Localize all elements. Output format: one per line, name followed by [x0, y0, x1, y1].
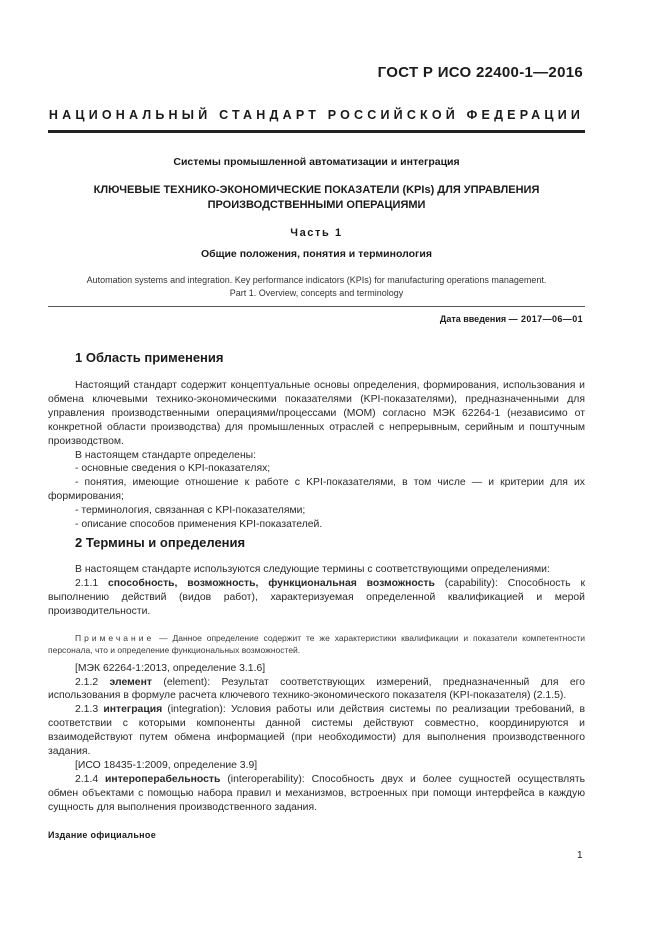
section-heading-terms: 2 Термины и определения — [75, 535, 246, 550]
term-name: интероперабельность — [105, 773, 221, 785]
term-number: 2.1.2 — [75, 676, 99, 688]
list-item: - описание способов применения KPI-показателей. — [75, 519, 323, 531]
term-definition: (capability): Способность к выполнению действий (видов работ), характеризуемая определенной квалификацией и мерой производительности. — [48, 577, 586, 617]
term-entry — [48, 703, 585, 759]
official-edition-label: Издание официальное — [48, 830, 157, 840]
reference: [МЭК 62264-1:2013, определение 3.1.6] — [75, 662, 266, 674]
note-text: — Данное определение содержит те же характеристики квалификации и показатели компетентности персонала, что и определение функциональных возможностей. — [48, 632, 585, 655]
term-number: 2.1.4 — [75, 773, 99, 785]
national-standard-banner: НАЦИОНАЛЬНЫЙ СТАНДАРТ РОССИЙСКОЙ ФЕДЕРАЦИИ — [48, 108, 585, 122]
main-title-line: КЛЮЧЕВЫЕ ТЕХНИКО-ЭКОНОМИЧЕСКИЕ ПОКАЗАТЕЛИ (KPIs) ДЛЯ УПРАВЛЕНИЯ — [93, 184, 540, 196]
series-title: Системы промышленной автоматизации и интеграция — [173, 156, 460, 168]
paragraph: Настоящий стандарт содержит концептуальные основы определения, формирования, использования и обмена ключевыми технико-экономическими показателями (KPI-показателями), предназначенными для управления производственными операциями/процессами (МОМ) согласно МЭК 62264-1 (независимо от конкретной области производства) для промышленных отраслей с непрерывным, серийным и поштучным производством. — [48, 380, 585, 447]
paragraph: В настоящем стандарте определены: — [75, 449, 257, 461]
effective-date-value: — 2017—06—01 — [508, 314, 583, 324]
term-entry — [48, 676, 585, 704]
section-heading-scope: 1 Область применения — [75, 350, 224, 365]
header-rule — [48, 130, 585, 133]
english-title-line: Part 1. Overview, concepts and terminology — [229, 288, 404, 298]
list-item: - понятия, имеющие отношение к работе с KPI-показателями, в том числе — и критерии для их формирования; — [48, 477, 585, 503]
term-number: 2.1.3 — [75, 704, 99, 716]
note — [48, 632, 585, 656]
effective-date — [440, 314, 583, 324]
title-rule — [48, 306, 585, 307]
document-number: ГОСТ Р ИСО 22400-1—2016 — [377, 64, 583, 81]
term-entry — [48, 773, 585, 815]
term-definition: (interoperability): Способность двух и более сущностей осуществлять обмен объектами с помощью набора правил и механизмов, встроенных при помощи интерфейса в каждую сущность для выполнения производственного задания. — [48, 773, 586, 813]
main-title — [48, 183, 585, 213]
english-title-line: Automation systems and integration. Key performance indicators (KPIs) for manufacturing operations management. — [86, 275, 547, 285]
english-title — [48, 274, 585, 300]
effective-date-label: Дата введения — [439, 314, 507, 324]
term-name: элемент — [109, 676, 152, 688]
list-item: - терминология, связанная с KPI-показателями; — [75, 505, 306, 517]
term-name: способность, возможность, функциональная возможность — [108, 577, 435, 589]
term-definition: (element): Результат соответствующих измерений, предназначенный для его использования в формуле расчета ключевого технико-экономического показателя (KPI-показателя) (2.1.5). — [48, 676, 586, 702]
page-number: 1 — [577, 850, 583, 861]
part-label: Часть 1 — [290, 227, 343, 239]
term-definition: (integration): Условия работы или действия системы по реализации требований, в соответствии с которыми компоненты данной системы действуют совместно, координируются и взаимодействуют путем обмена информацией (при необходимости) для выполнения производственного задания. — [48, 704, 585, 758]
reference: [ИСО 18435-1:2009, определение 3.9] — [75, 759, 258, 771]
part-subtitle: Общие положения, понятия и терминология — [200, 248, 433, 260]
main-title-line: ПРОИЗВОДСТВЕННЫМИ ОПЕРАЦИЯМИ — [207, 199, 426, 211]
note-label: Примечание — [75, 632, 155, 643]
term-name: интеграция — [103, 704, 163, 716]
paragraph: В настоящем стандарте используются следующие термины с соответствующими определениями: — [75, 564, 550, 575]
term-number: 2.1.1 — [75, 577, 99, 589]
term-entry — [48, 577, 585, 619]
section-scope-body — [48, 379, 585, 532]
section-terms-body — [48, 563, 585, 815]
list-item: - основные сведения о KPI-показателях; — [75, 463, 271, 475]
